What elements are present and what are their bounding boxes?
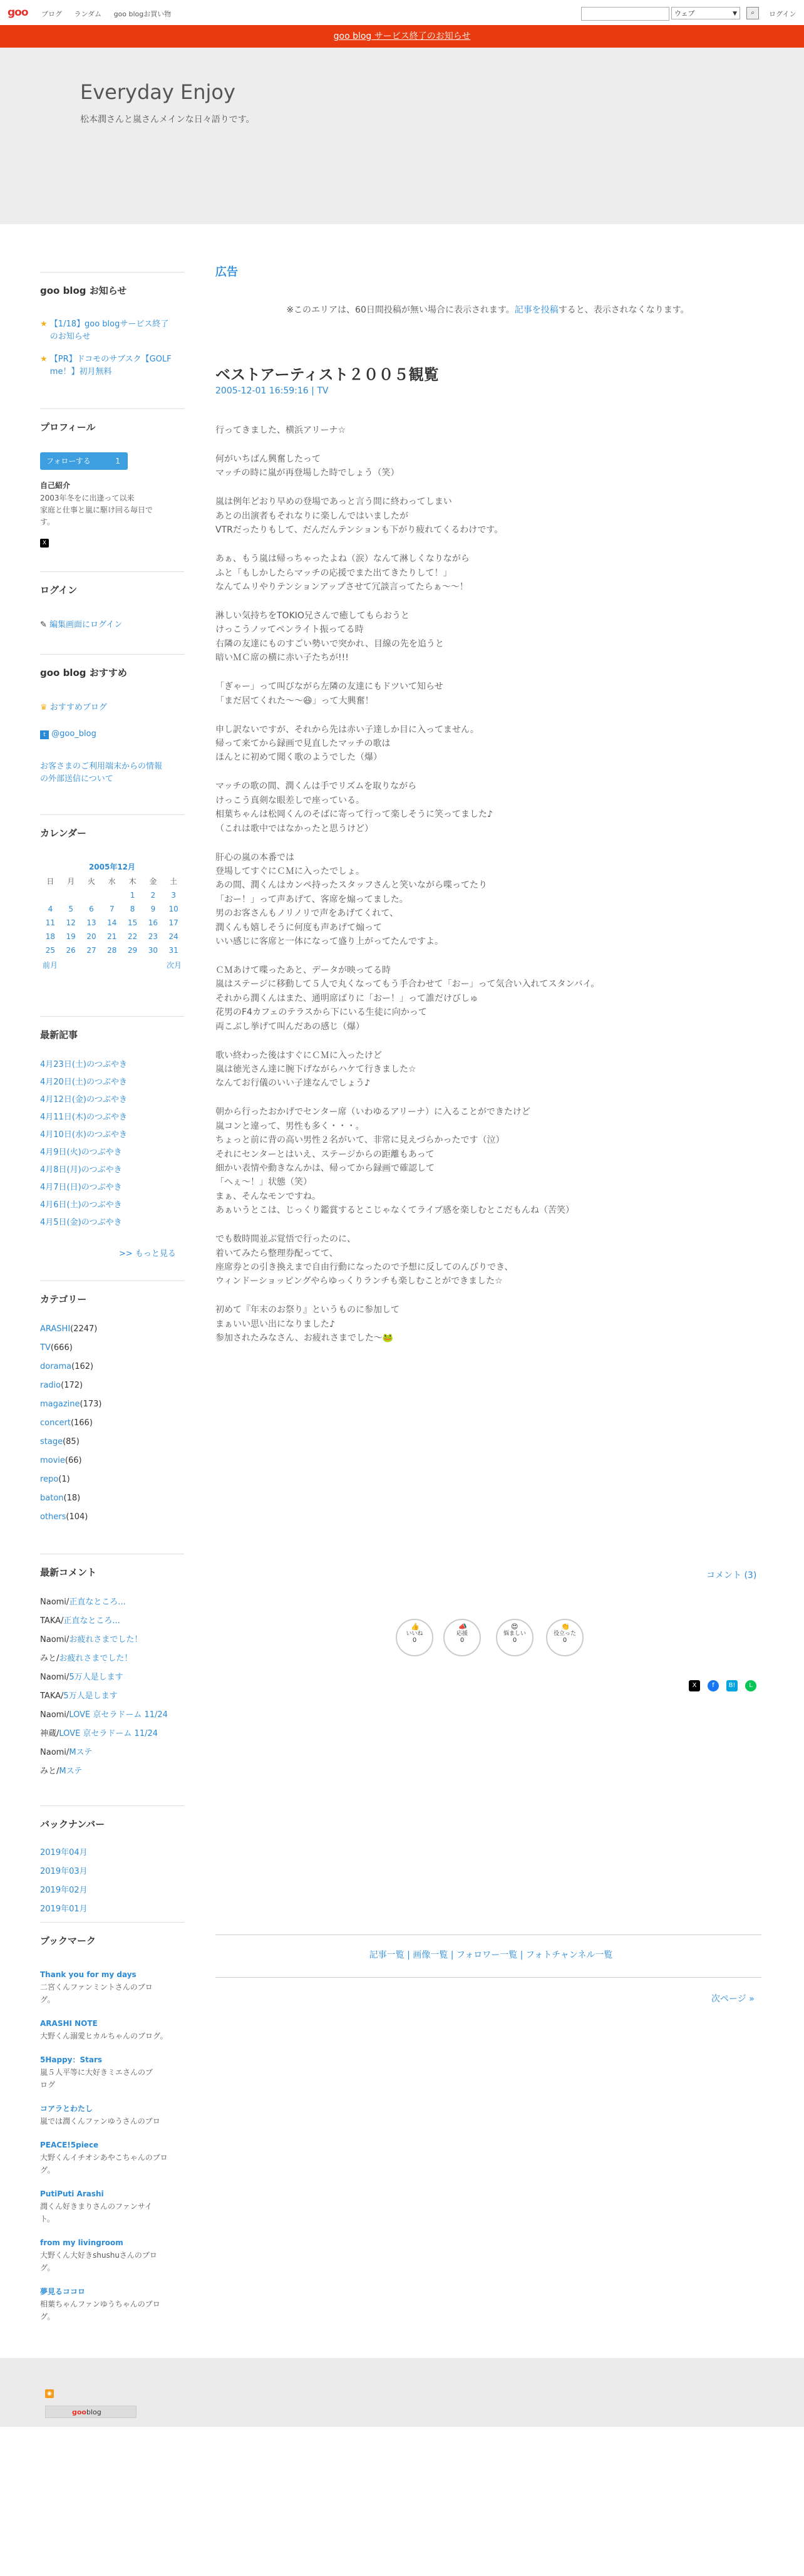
reaction-like-button[interactable]: 👍 いいね 0 <box>396 1619 433 1656</box>
privacy-item[interactable] <box>40 761 162 786</box>
entry-line: 何がいちばん興奮したって <box>215 454 321 464</box>
top-nav-shopping[interactable]: goo blogお買い物 <box>113 10 172 18</box>
entry-line: 着いてみたら整理券配ってて、 <box>215 1248 338 1259</box>
comment-item[interactable]: Naomi/正直なところ... <box>40 1597 126 1607</box>
entry-line: 朝から行ったおかげでセンター席（いわゆるアリーナ）に入ることができたけど <box>215 1107 530 1118</box>
bookmark-list <box>40 1968 185 2334</box>
osusume-link[interactable]: おすすめブログ <box>49 703 107 712</box>
privacy-link[interactable]: お客さまのご利用端末からの情報 の外部送信について <box>40 762 163 784</box>
goo-blog-footer-logo[interactable]: gooblog <box>45 2406 137 2418</box>
follower-list-link[interactable]: フォロワー一覧 <box>456 1950 518 1960</box>
bookmark-link[interactable]: 5Happy：Stars <box>40 2055 103 2064</box>
blog-description: 松本潤さんと嵐さんメインな日々語りです。 <box>80 115 255 125</box>
entry-line: 右隣の友達にものすごい勢いで突かれ、目線の先を追うと <box>215 638 444 649</box>
backnumber-link[interactable]: 2019年02月 <box>40 1886 88 1895</box>
entry-line: でも数時間並ぶ覚悟で行ったのに、 <box>215 1234 356 1245</box>
article-list-link[interactable]: 記事一覧 <box>369 1950 405 1960</box>
entry-line: 男のお客さんもノリノリで声をあげてくれて、 <box>215 908 399 919</box>
entry-line: 「ぎゃー」って叫びながら左隣の友達にもドツいて知らせ <box>215 682 443 692</box>
calendar-week <box>40 916 184 930</box>
news-item[interactable] <box>40 353 184 378</box>
calendar-next-link[interactable]: 次月 <box>166 961 182 970</box>
entry-line: 申し訳ないですが、それから先は赤い子達しか目に入ってません。 <box>215 724 479 735</box>
post-article-link[interactable]: 記事を投稿 <box>514 305 559 315</box>
image-list-link[interactable]: 画像一覧 <box>413 1950 448 1960</box>
entry-line: VTRだったりもして、だんだんテンションも下がり疲れてくるわけです。 <box>215 525 503 536</box>
entry-line: なんてお行儀のいい子達なんでしょう♪ <box>215 1078 370 1089</box>
calendar-day[interactable]: 22 <box>127 932 138 941</box>
entry-line: なんてムリやりテンションアップさせて冗談言ってたらぁ〜〜！ <box>215 581 468 592</box>
category-item[interactable]: magazine(173) <box>40 1400 102 1409</box>
category-item[interactable]: stage(85) <box>40 1437 80 1446</box>
calendar-day[interactable]: 29 <box>127 946 138 955</box>
entry-line: 両こぶし挙げて叫んだあの感じ（爆） <box>215 1021 364 1032</box>
comments-heading: 最新コメント <box>40 1554 184 1579</box>
entry-line: あぁ、もう嵐は帰っちゃったよね（涙）なんて淋しくなりながら <box>215 554 470 564</box>
comment-item[interactable]: 神蔵/LOVE 京セラドーム 11/24 <box>40 1729 158 1738</box>
entry-line: あぁいうとこは、じっくり鑑賞するとこじゃなくてライブ感を楽しむとこだもんね（苦笑） <box>215 1205 575 1216</box>
entry-paragraph <box>215 851 766 949</box>
bookmark-item: from my livingroom 大野くん大好きshushuさんのブロ グ。 <box>40 2238 157 2272</box>
thumbs-up-icon: 👍 <box>411 1623 420 1631</box>
self-intro-label: 自己紹介 <box>40 481 71 490</box>
calendar-day[interactable]: 20 <box>86 932 96 941</box>
recent-heading: 最新記事 <box>40 1016 184 1041</box>
bookmark-item: 夢見るココロ 相葉ちゃんファンゆうちゃんのブロ グ。 <box>40 2287 160 2321</box>
entry-paragraph <box>215 963 766 1034</box>
calendar-week <box>40 930 184 943</box>
calendar-caption[interactable]: 2005年12月 <box>88 863 136 871</box>
search-scope-select[interactable] <box>671 7 740 19</box>
calendar-day[interactable]: 26 <box>66 946 76 955</box>
calendar-day[interactable]: 1 <box>130 891 135 900</box>
follow-count: 1 <box>115 457 120 465</box>
bookmark-item: コアラとわたし 嵐では潤くんファンゆうさんのブロ <box>40 2104 160 2126</box>
entry-paragraph <box>215 1105 766 1217</box>
calendar-day[interactable]: 11 <box>45 918 56 927</box>
share-facebook-icon[interactable]: f <box>708 1680 719 1691</box>
share-line-icon[interactable]: L <box>745 1680 756 1691</box>
recent-post-link[interactable]: 4月9日(火)のつぶやき <box>40 1148 122 1157</box>
comment-item[interactable]: Naomi/お疲れさまでした！ <box>40 1635 143 1644</box>
twitter-link[interactable]: @goo_blog <box>51 729 96 739</box>
entry-line: 「まだ居てくれた〜〜😆」って大興奮！ <box>215 695 374 706</box>
entry-line: 暗いＭＣ席の横に赤い子たちが!!! <box>215 653 349 663</box>
calendar <box>40 860 184 972</box>
blog-title[interactable]: Everyday Enjoy <box>80 80 235 104</box>
entry-line: 細かい表情や動きなんかは、帰ってから録画で確認して <box>215 1163 435 1173</box>
entry-line: 肝心の嵐の本番では <box>215 852 294 863</box>
goo-logo[interactable]: goo <box>8 6 28 19</box>
entry-line: 「へぇ〜！」状態（笑） <box>215 1177 312 1188</box>
login-item[interactable] <box>40 618 122 630</box>
pencil-icon: ✎ <box>40 620 47 630</box>
entry-line: 行ってきました、横浜アリーナ☆ <box>215 425 346 435</box>
entry-line: 嵐は例年どおり早めの登場であっと言う間に終わってしまい <box>215 497 452 507</box>
entry-line: マッチの時に嵐が再登場した時でしょう（笑） <box>215 468 399 479</box>
entry-paragraph <box>215 723 766 765</box>
entry-date: 2005-12-01 16:59:16 <box>215 386 309 396</box>
news-heading: goo blog お知らせ <box>40 272 184 297</box>
entry-line: それから潤くんはまた、通明席ばりに「おー！」って誰だけびしゅ <box>215 993 478 1004</box>
entry-line: 花男のF4カフェのテラスから下にいる生徒に向かって <box>215 1007 427 1018</box>
backnumber-link[interactable]: 2019年04月 <box>40 1848 88 1857</box>
calendar-nav <box>40 960 184 972</box>
login-heading: ログイン <box>40 571 184 596</box>
twitter-icon: t <box>40 730 49 739</box>
backnumber-heading: バックナンバー <box>40 1805 184 1831</box>
entry-line: あの間、潤くんはカンペ持ったスタッフさんと笑いながら喋ってたり <box>215 880 487 891</box>
search-input[interactable] <box>581 7 669 21</box>
category-item[interactable]: baton(18) <box>40 1493 81 1503</box>
megaphone-icon: 📣 <box>458 1623 467 1631</box>
recent-post-link[interactable]: 4月23日(土)のつぶやき <box>40 1060 127 1069</box>
backnumber-list[interactable] <box>40 1846 184 1914</box>
backnumber-link[interactable]: 2019年01月 <box>40 1904 88 1914</box>
calendar-day[interactable]: 31 <box>168 946 178 955</box>
entry-line: けっこうノッてペンライト振ってる時 <box>215 625 364 635</box>
search-icon: ⌕ <box>751 9 755 16</box>
calendar-day[interactable]: 15 <box>127 918 138 927</box>
entry-line: （これは歌中ではなかったと思うけど） <box>215 823 373 834</box>
calendar-week <box>40 943 184 957</box>
news-link-1[interactable]: 【1/18】goo blogサービス終了のお知らせ <box>49 319 169 341</box>
calendar-day[interactable]: 6 <box>89 905 94 913</box>
recent-post-link[interactable]: 4月6日(土)のつぶやき <box>40 1200 122 1210</box>
x-icon[interactable]: X <box>40 539 49 548</box>
comment-item[interactable]: みと/お疲れさまでした！ <box>40 1654 133 1663</box>
photo-channel-list-link[interactable]: フォトチャンネル一覧 <box>525 1950 613 1960</box>
entry-paragraph <box>215 495 766 537</box>
star-icon: ★ <box>40 355 48 364</box>
chevron-down-icon: ▼ <box>733 11 737 17</box>
calendar-day[interactable]: 7 <box>109 905 115 913</box>
calendar-heading: カレンダー <box>40 814 184 839</box>
comments-link[interactable]: コメント (3) <box>706 1571 757 1581</box>
entry-line: 初めて『年末のお祭り』というものに参加して <box>215 1305 399 1316</box>
category-item[interactable]: dorama(162) <box>40 1362 94 1371</box>
calendar-prev-link[interactable]: 前月 <box>43 961 58 970</box>
reaction-support-button[interactable]: 📣 応援 0 <box>443 1619 481 1656</box>
category-item[interactable]: TV(666) <box>40 1343 73 1353</box>
crown-icon: ♛ <box>40 703 48 712</box>
twitter-item[interactable] <box>40 729 96 739</box>
category-item[interactable]: others(104) <box>40 1512 88 1522</box>
next-page-link[interactable]: 次ページ » <box>711 1994 755 2004</box>
ad-heading: 広告 <box>215 266 238 279</box>
bookmark-link[interactable]: ARASHI NOTE <box>40 2019 98 2028</box>
follow-button[interactable] <box>40 452 128 470</box>
top-login-link[interactable]: ログイン <box>769 10 796 18</box>
entry-line: ＣＭあけて喋ったあと、データが映ってる時 <box>215 965 391 975</box>
entry-paragraph <box>215 1232 766 1289</box>
entry-line: ほんとに初めて聞く歌のようでした（爆） <box>215 752 382 763</box>
blog-header <box>0 48 804 224</box>
top-bar <box>0 0 804 26</box>
bookmark-link[interactable]: 夢見るココロ <box>40 2287 86 2296</box>
entry-line: 歌い終わった後はすぐにＣＭに入ったけど <box>215 1050 382 1061</box>
recent-post-link[interactable]: 4月5日(金)のつぶやき <box>40 1218 122 1227</box>
calendar-day[interactable]: 3 <box>171 891 176 900</box>
calendar-day[interactable]: 30 <box>148 946 158 955</box>
entry-line: あとの出演者もそれなりに楽しんではいましたが <box>215 511 408 521</box>
profile-heading: プロフィール <box>40 408 184 434</box>
calendar-day[interactable]: 19 <box>66 932 76 941</box>
osusume-heading: goo blog おすすめ <box>40 654 184 679</box>
calendar-day[interactable]: 10 <box>168 905 178 913</box>
category-item[interactable]: ARASHI(2247) <box>40 1324 98 1334</box>
bookmark-link[interactable]: Thank you for my days <box>40 1970 137 1979</box>
comment-item[interactable]: Naomi/5万人是します <box>40 1673 123 1682</box>
entry-line: 相葉ちゃんは松岡くんのそばに寄って行って楽しそうに笑ってました♪ <box>215 809 493 820</box>
calendar-day[interactable]: 25 <box>45 946 56 955</box>
entry-line: 登場してすぐにＣＭに入ったでしょ。 <box>215 866 364 876</box>
entry-line: 「おー！」って声あげて、客席を煽ってました。 <box>215 894 408 905</box>
category-item[interactable]: concert(166) <box>40 1418 93 1428</box>
entry-paragraph <box>215 609 766 665</box>
osusume-item[interactable] <box>40 700 107 712</box>
comment-item[interactable]: Naomi/Mステ <box>40 1748 93 1757</box>
star-icon: ★ <box>40 319 48 329</box>
follow-label: フォローする <box>46 457 91 465</box>
recent-post-link[interactable]: 4月8日(月)のつぶやき <box>40 1165 122 1175</box>
entry-title[interactable]: ベストアーティスト２００５観覧 <box>215 366 439 383</box>
entry-paragraph <box>215 552 766 594</box>
comment-item[interactable]: TAKA/正直なところ... <box>40 1616 120 1626</box>
entry-category-link[interactable]: TV <box>317 386 329 396</box>
comment-item[interactable]: TAKA/5万人是します <box>40 1691 118 1701</box>
service-end-notice[interactable]: goo blog サービス終了のお知らせ <box>0 25 804 48</box>
calendar-day[interactable]: 2 <box>150 891 156 900</box>
calendar-day[interactable]: 27 <box>86 946 96 955</box>
category-item[interactable]: movie(66) <box>40 1456 82 1465</box>
bookmark-item: PutiPuti Arashi 潤くん好きまりさんのファンサイ ト。 <box>40 2189 152 2223</box>
entry-line: 嵐はステージに移動して５人で丸くなってもう手合わせて「おー」って気合い入れてスタンバイ。 <box>215 979 600 990</box>
bookmark-item: Thank you for my days 二宮くんファンミントさんのブロ グ。 <box>40 1970 153 2004</box>
calendar-day[interactable]: 8 <box>130 905 135 913</box>
entry-line: それにセンターとはいえ、ステージからの距離もあって <box>215 1149 435 1160</box>
reaction-touching-button[interactable]: 😍 悩ましい 0 <box>496 1619 533 1656</box>
bookmark-item: PEACE!5piece 大野くんイチオシあやこちゃんのブロ グ。 <box>40 2141 168 2174</box>
calendar-day[interactable]: 17 <box>168 918 178 927</box>
bookmark-link[interactable]: from my livingroom <box>40 2238 123 2247</box>
comment-item[interactable]: Naomi/LOVE 京セラドーム 11/24 <box>40 1710 168 1720</box>
bookmark-link[interactable]: PutiPuti Arashi <box>40 2189 104 2198</box>
entry-meta: 2005-12-01 16:59:16 | TV <box>215 386 329 396</box>
recent-post-link[interactable]: 4月12日(金)のつぶやき <box>40 1095 127 1104</box>
entry-line: 嵐は徳光さん達に腕下げながらハケて行きました☆ <box>215 1064 416 1074</box>
divider <box>215 1977 761 1978</box>
category-item[interactable]: repo(1) <box>40 1475 70 1484</box>
calendar-day[interactable]: 16 <box>148 918 158 927</box>
calendar-day[interactable]: 13 <box>86 918 96 927</box>
calendar-week <box>40 902 184 916</box>
calendar-day[interactable]: 5 <box>68 905 74 913</box>
calendar-day[interactable]: 14 <box>107 918 117 927</box>
entry-paragraph <box>215 423 766 437</box>
search-scope-value: ウェブ <box>674 9 695 18</box>
entry-line: 淋しい気持ちをTOKIO兄さんで癒してもらおうと <box>215 611 410 621</box>
clap-icon: 👏 <box>561 1623 570 1631</box>
calendar-day[interactable]: 23 <box>148 932 158 941</box>
entry-line: 参加されたみなさん、お疲れさまでした〜🐸 <box>215 1333 394 1344</box>
entry-line: ウィンドーショッピングやらゆっくりランチも楽しむことができました☆ <box>215 1276 503 1287</box>
entry-paragraph <box>215 680 766 708</box>
entry-line: 帰って来てから録画で見直したマッチの歌は <box>215 738 391 749</box>
calendar-day[interactable]: 24 <box>168 932 178 941</box>
news-link-2[interactable]: 【PR】ドコモのサブスク【GOLF me！】初月無料 <box>49 355 172 377</box>
entry-line: いい感じに客席と一体になって盛り上がってたんですよ。 <box>215 936 443 947</box>
more-posts-link[interactable]: >> もっと見る <box>119 1249 176 1259</box>
entry-line: ちょっと前に背の高い男性２名がいて、非常に見えづらかったです（泣） <box>215 1135 505 1146</box>
share-hatena-icon[interactable]: B! <box>726 1680 738 1691</box>
calendar-day[interactable]: 4 <box>48 905 53 913</box>
entry-line: ふと「もしかしたらマッチの応援でまた出てきたりして！」 <box>215 568 452 578</box>
entry-line: 潤くんも嬉しそうに何度も声あげて煽って <box>215 922 382 933</box>
rss-icon[interactable]: ◉ <box>45 2389 54 2398</box>
reaction-helpful-button[interactable]: 👏 役立った 0 <box>546 1619 584 1656</box>
bookmark-item: ARASHI NOTE 大野くん溺愛ヒカルちゃんのブログ。 <box>40 2019 168 2040</box>
entry-paragraph <box>215 452 766 480</box>
category-heading: カテゴリー <box>40 1280 184 1306</box>
calendar-week <box>40 888 184 902</box>
entry-paragraph <box>215 1303 766 1345</box>
bottom-links: 記事一覧 | 画像一覧 | フォロワー一覧 | フォトチャンネル一覧 <box>369 1950 613 1960</box>
share-x-icon[interactable]: X <box>689 1680 700 1691</box>
recent-post-link[interactable]: 4月7日(日)のつぶやき <box>40 1183 122 1192</box>
entry-line: 座席券との引き換えまで自由行動になったので予想に反してのんびりでき、 <box>215 1262 513 1272</box>
news-item[interactable] <box>40 318 184 343</box>
entry-line: マッチの歌の間、潤くんは手でリズムを取りながら <box>215 781 417 792</box>
entry-line: まぁ、そんなモンですね。 <box>215 1191 321 1202</box>
bookmark-heading: ブックマーク <box>40 1922 184 1947</box>
entry-paragraph <box>215 779 766 836</box>
ad-notice: ※このエリアは、60日間投稿が無い場合に表示されます。記事を投稿すると、表示されなくなります。 <box>286 305 689 315</box>
calendar-day[interactable]: 9 <box>150 905 156 913</box>
search-button[interactable] <box>746 7 759 19</box>
bookmark-item: 5Happy：Stars 嵐５人平等に大好きミエさんのブ ログ <box>40 2055 153 2089</box>
heart-eyes-icon: 😍 <box>511 1623 518 1631</box>
recent-post-link[interactable]: 4月20日(土)のつぶやき <box>40 1078 127 1087</box>
calendar-day[interactable]: 28 <box>107 946 117 955</box>
entry-line: まぁいい思い出になりました♪ <box>215 1319 335 1329</box>
entry-line: 嵐コンと違って、男性も多く・・・。 <box>215 1121 364 1131</box>
top-nav-random[interactable]: ランダム <box>74 10 102 18</box>
calendar-day[interactable]: 21 <box>107 932 117 941</box>
top-nav <box>41 9 181 19</box>
recent-post-link[interactable]: 4月11日(木)のつぶやき <box>40 1113 127 1122</box>
calendar-weekdays: 日 月 火 水 木 金 土 <box>46 877 178 886</box>
entry-line: けっこう真剣な眼差しで座っている。 <box>215 795 364 806</box>
calendar-day[interactable]: 12 <box>66 918 76 927</box>
backnumber-link[interactable]: 2019年03月 <box>40 1867 88 1876</box>
login-link[interactable]: 編集画面にログイン <box>49 620 123 630</box>
calendar-day[interactable]: 18 <box>45 932 56 941</box>
comment-item[interactable]: みと/Mステ <box>40 1767 83 1776</box>
entry-paragraph <box>215 1049 766 1091</box>
top-nav-blog[interactable]: ブログ <box>41 10 62 18</box>
bookmark-link[interactable]: PEACE!5piece <box>40 2141 99 2149</box>
bookmark-link[interactable]: コアラとわたし <box>40 2104 93 2113</box>
category-item[interactable]: radio(172) <box>40 1381 83 1390</box>
recent-post-link[interactable]: 4月10日(水)のつぶやき <box>40 1130 127 1140</box>
self-intro-text: 2003年冬をに出逢って以来 家庭と仕事と嵐に駆け回る毎日で す。 <box>40 494 153 526</box>
